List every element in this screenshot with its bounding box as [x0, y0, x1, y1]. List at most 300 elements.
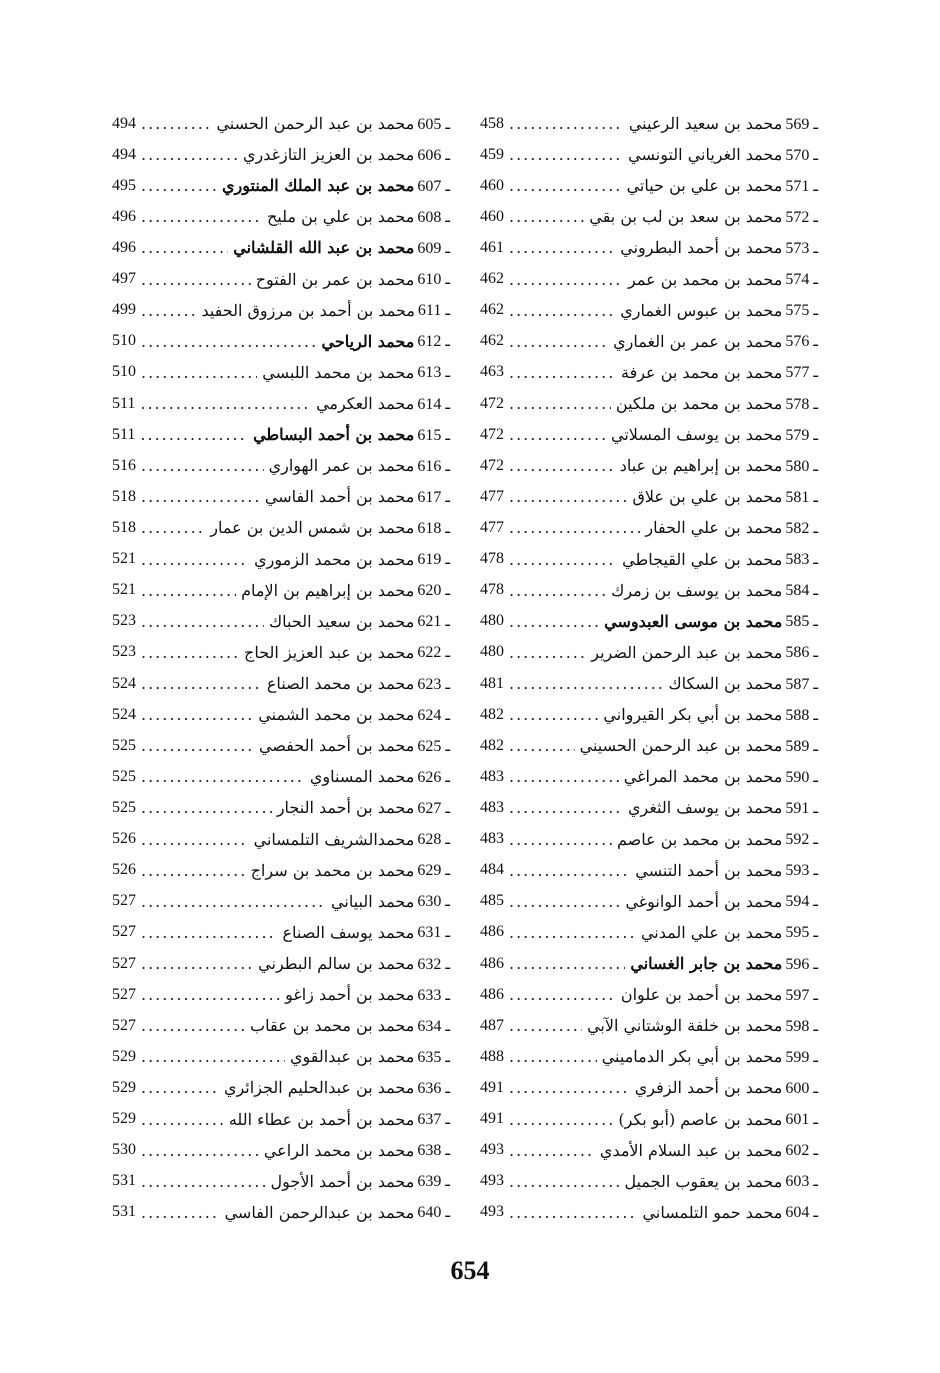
- dot-leader: [509, 518, 640, 537]
- entry-name: محمد بن محمد الزموري: [254, 549, 415, 569]
- dot-leader: [141, 705, 253, 724]
- entry-page: 478: [480, 550, 504, 568]
- entry-name: محمد بن أبي بكر القيرواني: [603, 705, 783, 725]
- entry-number: 571 ـ: [785, 177, 818, 195]
- dot-leader: [141, 270, 251, 289]
- index-entry: [112, 855, 450, 886]
- dot-leader: [141, 643, 239, 662]
- entry-name: محمد بن السكاك: [668, 674, 783, 694]
- index-entry: [112, 357, 450, 388]
- entry-number: 611 ـ: [417, 302, 450, 320]
- entry-page: 460: [480, 176, 504, 194]
- dot-leader: [141, 954, 253, 973]
- entry-page: 494: [112, 145, 136, 163]
- entry-name: محمد بن علي بن حياتي: [626, 176, 783, 196]
- index-entry: [480, 886, 818, 917]
- entry-number: 617 ـ: [417, 488, 450, 506]
- entry-page: 462: [480, 301, 504, 319]
- entry-name: محمد بن أحمد زاغو: [285, 985, 415, 1005]
- entry-page: 486: [480, 985, 504, 1003]
- entry-page: 462: [480, 332, 504, 350]
- index-entry: [112, 1104, 450, 1135]
- entry-name: محمد بن عبد الرحمن الحسني: [216, 114, 415, 134]
- entry-name: محمد بن محمد الشمني: [258, 705, 415, 725]
- entry-number: 640 ـ: [417, 1204, 450, 1222]
- entry-name: محمد بن علي الحفار: [645, 518, 783, 538]
- dot-leader: [509, 394, 611, 413]
- entry-number: 638 ـ: [417, 1142, 450, 1160]
- entry-number: 570 ـ: [785, 146, 818, 164]
- entry-name: محمد بن أحمد الوانوغي: [625, 891, 783, 911]
- index-entry: [480, 108, 818, 139]
- entry-number: 609 ـ: [417, 239, 450, 257]
- entry-number: 590 ـ: [785, 768, 818, 786]
- dot-leader: [509, 550, 617, 569]
- entry-number: 608 ـ: [417, 208, 450, 226]
- entry-page: 493: [480, 1172, 504, 1190]
- dot-leader: [509, 612, 599, 631]
- dot-leader: [509, 301, 615, 320]
- entry-number: 620 ـ: [417, 582, 450, 600]
- index-entry: [480, 481, 818, 512]
- entry-page: 485: [480, 892, 504, 910]
- index-entry: [112, 108, 450, 139]
- index-entry: [112, 792, 450, 823]
- entry-name: محمد بن أحمد بن مرزوق الحفيد: [201, 300, 415, 320]
- entry-name: محمد المسناوي: [309, 767, 415, 787]
- entry-page: 531: [112, 1203, 136, 1221]
- entry-page: 524: [112, 674, 136, 692]
- entry-name: محمد بن علي القيجاطي: [622, 549, 783, 569]
- entry-number: 598 ـ: [785, 1017, 818, 1035]
- entry-number: 626 ـ: [417, 768, 450, 786]
- entry-name: محمد بن عبدالقوي: [289, 1047, 415, 1067]
- index-entry: [480, 512, 818, 543]
- entry-number: 595 ـ: [785, 924, 818, 942]
- entry-name: محمد بن أحمد بن عطاء الله: [228, 1109, 415, 1129]
- dot-leader: [141, 238, 228, 257]
- dot-leader: [141, 581, 236, 600]
- index-entry: [480, 917, 818, 948]
- entry-name: محمد بن أحمد التنسي: [635, 860, 783, 880]
- dot-leader: [509, 705, 598, 724]
- entry-number: 596 ـ: [785, 955, 818, 973]
- entry-name: محمد بن سعيد الحباك: [268, 611, 415, 631]
- dot-leader: [141, 363, 257, 382]
- dot-leader: [509, 207, 584, 226]
- dot-leader: [509, 114, 624, 133]
- entry-page: 493: [480, 1141, 504, 1159]
- entry-name: محمد بن محمد بن عاصم: [616, 829, 783, 849]
- entry-number: 614 ـ: [417, 395, 450, 413]
- entry-number: 602 ـ: [785, 1142, 818, 1160]
- dot-leader: [141, 861, 246, 880]
- entry-name: محمد بن علي بن مليح: [266, 207, 415, 227]
- index-entry: [480, 264, 818, 295]
- entry-number: 619 ـ: [417, 551, 450, 569]
- dot-leader: [141, 923, 277, 942]
- entry-page: 523: [112, 643, 136, 661]
- entry-page: 511: [112, 394, 136, 412]
- dot-leader: [509, 363, 616, 382]
- entry-page: 526: [112, 830, 136, 848]
- dot-leader: [141, 487, 260, 506]
- index-entry: [112, 1135, 450, 1166]
- entry-name: محمد بن عبد الملك المنتوري: [221, 176, 415, 196]
- entry-page: 525: [112, 736, 136, 754]
- dot-leader: [509, 176, 622, 195]
- entry-number: 575 ـ: [785, 302, 818, 320]
- entry-page: 482: [480, 736, 504, 754]
- entry-number: 627 ـ: [417, 799, 450, 817]
- entry-page: 521: [112, 581, 136, 599]
- entry-name: محمد بن يعقوب الجميل: [624, 1171, 783, 1191]
- entry-name: محمد حمو التلمساني: [642, 1202, 783, 1222]
- entry-page: 493: [480, 1203, 504, 1221]
- index-entry: [112, 699, 450, 730]
- entry-number: 574 ـ: [785, 271, 818, 289]
- index-entry: [480, 792, 818, 823]
- entry-name: محمد بن عبدالرحمن الفاسي: [224, 1202, 415, 1222]
- index-entry: [480, 1010, 818, 1041]
- entry-page: 487: [480, 1016, 504, 1034]
- entry-number: 621 ـ: [417, 613, 450, 631]
- entry-number: 577 ـ: [785, 364, 818, 382]
- entry-number: 572 ـ: [785, 208, 818, 226]
- entry-name: محمد بن محمد بن ملكين: [615, 394, 783, 414]
- entry-number: 613 ـ: [417, 364, 450, 382]
- index-entry: [112, 575, 450, 606]
- entry-name: محمد بن محمد بن عمر: [627, 269, 783, 289]
- index-entry: [112, 761, 450, 792]
- entry-page: 483: [480, 767, 504, 785]
- dot-leader: [141, 207, 262, 226]
- dot-leader: [509, 736, 575, 755]
- index-entry: [112, 450, 450, 481]
- dot-leader: [509, 767, 619, 786]
- entry-page: 483: [480, 830, 504, 848]
- index-entry: [480, 232, 818, 263]
- index-entry: [480, 201, 818, 232]
- entry-number: 593 ـ: [785, 862, 818, 880]
- dot-leader: [509, 1110, 613, 1129]
- entry-name: محمد الرياحي: [321, 331, 415, 351]
- dot-leader: [141, 985, 280, 1004]
- index-entry: [480, 979, 818, 1010]
- index-entry: [480, 1072, 818, 1103]
- entry-number: 597 ـ: [785, 986, 818, 1004]
- entry-page: 481: [480, 674, 504, 692]
- dot-leader: [141, 1203, 220, 1222]
- entry-name: محمد بن أحمد البساطي: [253, 425, 415, 445]
- index-entry: [480, 699, 818, 730]
- entry-number: 610 ـ: [417, 271, 450, 289]
- dot-leader: [509, 581, 606, 600]
- entry-page: 478: [480, 581, 504, 599]
- entry-name: محمد بن عبد العزيز الحاج: [244, 642, 415, 662]
- index-entry: [112, 1072, 450, 1103]
- dot-leader: [509, 830, 612, 849]
- index-entry: [112, 668, 450, 699]
- entry-page: 527: [112, 892, 136, 910]
- index-entry: [480, 606, 818, 637]
- entry-number: 569 ـ: [785, 115, 818, 133]
- index-entry: [112, 481, 450, 512]
- entry-page: 525: [112, 798, 136, 816]
- index-entry: [112, 1166, 450, 1197]
- index-column-left: [112, 108, 450, 1228]
- index-entry: [112, 388, 450, 419]
- entry-number: 628 ـ: [417, 831, 450, 849]
- dot-leader: [509, 1078, 630, 1097]
- index-entry: [480, 1197, 818, 1228]
- dot-leader: [141, 518, 205, 537]
- entry-name: محمد بن أحمد الزفري: [634, 1078, 783, 1098]
- index-entry: [480, 544, 818, 575]
- dot-leader: [140, 425, 248, 444]
- dot-leader: [509, 985, 616, 1004]
- entry-page: 462: [480, 270, 504, 288]
- dot-leader: [141, 301, 196, 320]
- index-entry: [480, 668, 818, 699]
- index-entry: [112, 1197, 450, 1228]
- dot-leader: [141, 145, 238, 164]
- entry-number: 615 ـ: [417, 426, 450, 444]
- index-entry: [480, 450, 818, 481]
- index-entry: [112, 886, 450, 917]
- entry-number: 623 ـ: [417, 675, 450, 693]
- dot-leader: [509, 270, 623, 289]
- index-entry: [112, 606, 450, 637]
- index-entry: [480, 326, 818, 357]
- entry-name: محمد بن محمد بن عرفة: [621, 362, 783, 382]
- dot-leader: [509, 1047, 597, 1066]
- entry-name: محمد بن أحمد الحفصي: [258, 736, 415, 756]
- entry-name: محمد بن عمر بن الغماري: [613, 331, 783, 351]
- entry-page: 527: [112, 1016, 136, 1034]
- entry-number: 592 ـ: [785, 831, 818, 849]
- index-entry: [480, 170, 818, 201]
- entry-number: 588 ـ: [785, 706, 818, 724]
- entry-name: محمد العكرمي: [316, 394, 415, 414]
- entry-number: 585 ـ: [785, 613, 818, 631]
- entry-number: 632 ـ: [417, 955, 450, 973]
- dot-leader: [509, 1016, 582, 1035]
- index-entry: [112, 201, 450, 232]
- entry-name: محمد بن سالم البطرني: [258, 954, 415, 973]
- entry-page: 524: [112, 705, 136, 723]
- dot-leader: [509, 674, 663, 693]
- entry-name: محمد بن محمد بن عقاب: [250, 1016, 415, 1036]
- entry-page: 460: [480, 207, 504, 225]
- entry-page: 525: [112, 767, 136, 785]
- entry-page: 510: [112, 363, 136, 381]
- entry-page: 527: [112, 985, 136, 1003]
- entry-page: 480: [480, 643, 504, 661]
- entry-number: 629 ـ: [417, 862, 450, 880]
- index-entry: [480, 1135, 818, 1166]
- entry-page: 529: [112, 1110, 136, 1128]
- entry-name: محمد بن خلفة الوشتاني الآبي: [587, 1016, 783, 1036]
- index-entry: [112, 512, 450, 543]
- entry-page: 526: [112, 861, 136, 879]
- entry-page: 510: [112, 332, 136, 350]
- index-entry: [480, 730, 818, 761]
- index-entry: [112, 232, 450, 263]
- entry-name: محمد يوسف الصناع: [282, 922, 415, 942]
- entry-number: 578 ـ: [785, 395, 818, 413]
- entry-name: محمد بن سعيد الرعيني: [628, 114, 783, 134]
- entry-number: 605 ـ: [417, 115, 450, 133]
- entry-page: 494: [112, 114, 136, 132]
- index-entry: [480, 948, 818, 979]
- entry-page: 459: [480, 145, 504, 163]
- index-entry: [112, 170, 450, 201]
- entry-number: 634 ـ: [417, 1017, 450, 1035]
- index-entry: [480, 139, 818, 170]
- entry-name: محمد بن محمد اللبسي: [262, 362, 415, 382]
- entry-page: 477: [480, 487, 504, 505]
- index-entry: [112, 1010, 450, 1041]
- entry-page: 483: [480, 798, 504, 816]
- entry-name: محمد بن موسى العبدوسي: [604, 611, 783, 631]
- entry-number: 635 ـ: [417, 1048, 450, 1066]
- entry-number: 624 ـ: [417, 706, 450, 724]
- entry-number: 581 ـ: [785, 488, 818, 506]
- dot-leader: [509, 1172, 619, 1191]
- index-entry: [112, 295, 450, 326]
- dot-leader: [141, 1078, 219, 1097]
- entry-number: 639 ـ: [417, 1173, 450, 1191]
- entry-page: 472: [480, 425, 504, 443]
- index-entry: [480, 295, 818, 326]
- entry-number: 601 ـ: [785, 1111, 818, 1129]
- entry-name: محمد بن عبد الله القلشاني: [233, 238, 415, 258]
- index-entry: [480, 419, 818, 450]
- entry-number: 586 ـ: [785, 644, 818, 662]
- entry-name: محمد بن عبد الرحمن الحسيني: [579, 736, 783, 756]
- entry-number: 612 ـ: [417, 333, 450, 351]
- entry-number: 606 ـ: [417, 146, 450, 164]
- entry-number: 576 ـ: [785, 333, 818, 351]
- dot-leader: [141, 550, 249, 569]
- index-entry: [480, 761, 818, 792]
- entry-name: محمد بن يوسف المسلاتي: [611, 425, 783, 445]
- index-entry: [112, 1041, 450, 1072]
- entry-name: محمد بن إبراهيم بن عباد: [619, 456, 783, 476]
- dot-leader: [141, 892, 326, 911]
- entry-number: 584 ـ: [785, 582, 818, 600]
- dot-leader: [141, 1141, 259, 1160]
- entry-page: 527: [112, 954, 136, 972]
- entry-page: 521: [112, 550, 136, 568]
- entry-number: 589 ـ: [785, 737, 818, 755]
- entry-page: 458: [480, 114, 504, 132]
- dot-leader: [141, 1047, 285, 1066]
- entry-name: محمد بن محمد بن سراج: [250, 860, 415, 880]
- dot-leader: [140, 394, 311, 413]
- dot-leader: [509, 861, 630, 880]
- entry-page: 518: [112, 487, 136, 505]
- entry-name: محمد بن محمد المراغي: [623, 767, 783, 787]
- entry-page: 472: [480, 456, 504, 474]
- dot-leader: [509, 456, 615, 475]
- index-entry: [480, 357, 818, 388]
- entry-page: 511: [112, 425, 136, 443]
- entry-page: 497: [112, 270, 136, 288]
- dot-leader: [141, 612, 264, 631]
- index-entry: [480, 1041, 818, 1072]
- entry-page: 518: [112, 518, 136, 536]
- entry-number: 633 ـ: [417, 986, 450, 1004]
- entry-name: محمد بن يوسف الثغري: [627, 798, 783, 818]
- entry-number: 583 ـ: [785, 551, 818, 569]
- dot-leader: [141, 114, 211, 133]
- entry-name: محمد بن شمس الدين بن عمار: [210, 518, 415, 538]
- entry-number: 631 ـ: [417, 924, 450, 942]
- entry-page: 480: [480, 612, 504, 630]
- entry-page: 495: [112, 176, 136, 194]
- index-entry: [480, 575, 818, 606]
- index-entry: [112, 979, 450, 1010]
- entry-page: 496: [112, 207, 136, 225]
- entry-page: 482: [480, 705, 504, 723]
- index-entry: [112, 730, 450, 761]
- entry-name: محمد بن محمد الصناع: [266, 674, 415, 694]
- entry-number: 637 ـ: [417, 1111, 450, 1129]
- index-entry: [112, 637, 450, 668]
- entry-name: محمد البياني: [331, 891, 415, 911]
- entry-name: محمد بن أحمد الفاسي: [264, 487, 415, 507]
- entry-name: محمدالشريف التلمساني: [253, 829, 415, 849]
- index-entry: [112, 544, 450, 575]
- dot-leader: [141, 830, 249, 849]
- entry-name: محمد بن أحمد بن علوان: [620, 985, 783, 1005]
- entry-name: محمد بن أبي بكر الدماميني: [601, 1047, 783, 1067]
- entry-number: 579 ـ: [785, 426, 818, 444]
- dot-leader: [141, 456, 264, 475]
- entry-number: 604 ـ: [785, 1204, 818, 1222]
- dot-leader: [141, 1016, 245, 1035]
- entry-name: محمد بن جابر الغساني: [630, 954, 783, 973]
- entry-number: 607 ـ: [417, 177, 450, 195]
- entry-name: محمد بن محمد الراعي: [263, 1140, 415, 1160]
- dot-leader: [141, 176, 217, 195]
- entry-number: 622 ـ: [417, 644, 450, 662]
- entry-number: 603 ـ: [785, 1173, 818, 1191]
- entry-number: 591 ـ: [785, 799, 818, 817]
- entry-number: 616 ـ: [417, 457, 450, 475]
- index-entry: [112, 139, 450, 170]
- entry-name: محمد بن العزيز التازغدري: [242, 145, 415, 165]
- entry-page: 472: [480, 394, 504, 412]
- index-entry: [112, 948, 450, 979]
- dot-leader: [141, 767, 305, 786]
- entry-number: 630 ـ: [417, 893, 450, 911]
- dot-leader: [141, 332, 316, 351]
- dot-leader: [141, 674, 262, 693]
- dot-leader: [141, 736, 254, 755]
- entry-number: 594 ـ: [785, 893, 818, 911]
- entry-name: محمد بن عمر الهواري: [268, 456, 415, 476]
- entry-page: 461: [480, 238, 504, 256]
- dot-leader: [509, 892, 620, 911]
- entry-page: 529: [112, 1078, 136, 1096]
- entry-number: 580 ـ: [785, 457, 818, 475]
- index-entry: [480, 637, 818, 668]
- dot-leader: [141, 1172, 266, 1191]
- entry-name: محمد بن عبوس الغماري: [620, 300, 783, 320]
